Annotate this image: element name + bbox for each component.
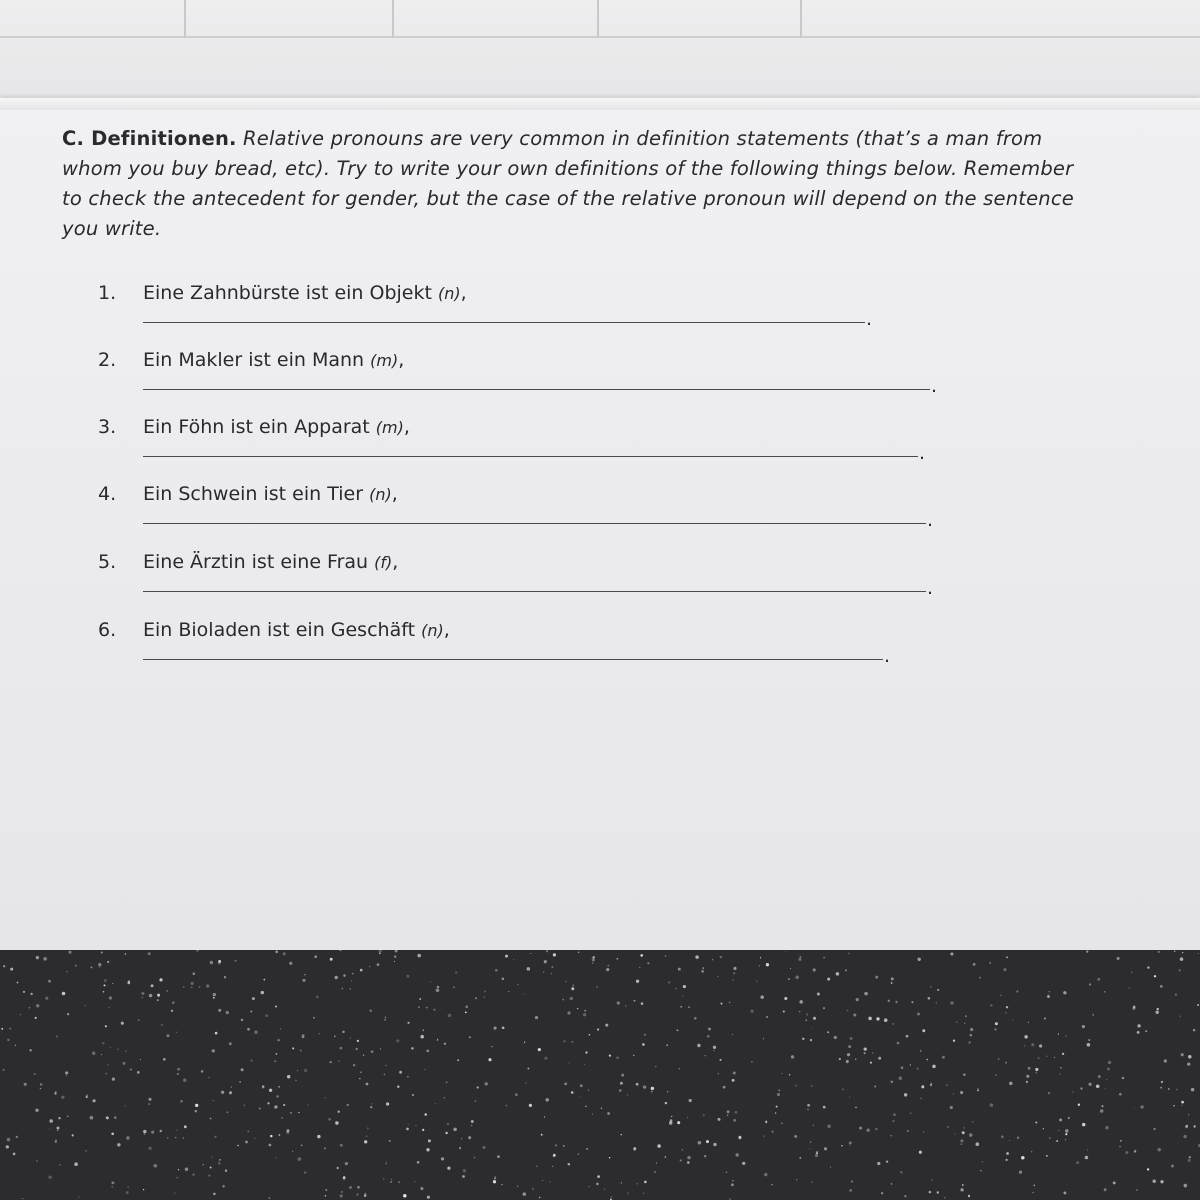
item-number: 6. [98, 619, 117, 641]
gender-marker: (m) [370, 351, 399, 370]
item-comma: , [460, 282, 467, 304]
item-comma: , [391, 483, 398, 505]
gender-marker: (f) [374, 553, 393, 572]
table-divider [392, 0, 394, 38]
countertop-speckles [0, 950, 1200, 1200]
item-prompt [143, 416, 410, 438]
item-prompt [143, 282, 467, 304]
item-prompt-text: Ein Bioladen ist ein Geschäft [143, 619, 416, 641]
item-prompt-text: Ein Schwein ist ein Tier [143, 483, 364, 505]
section-instructions [62, 124, 1092, 244]
table-divider [800, 0, 802, 38]
exercise-item [98, 416, 958, 476]
exercise-item [98, 349, 958, 409]
answer-line[interactable] [143, 523, 926, 524]
item-comma: , [443, 619, 450, 641]
gender-marker: (n) [438, 284, 461, 303]
instruction-text: Relative pronouns are very common in definition statements (that’s a man from whom you buy bread, etc). Try to write your own definitions of the following things below. Remember to check the antecedent for gender, but the case of the relative pronoun will depend on the sentence you write. [62, 127, 1074, 240]
exercise-item [98, 551, 958, 611]
item-number: 5. [98, 551, 117, 573]
answer-line[interactable] [143, 456, 918, 457]
table-rule [0, 36, 1200, 38]
gender-marker: (n) [421, 621, 444, 640]
table-divider [184, 0, 186, 38]
exercise-item [98, 619, 958, 679]
item-prompt [143, 349, 404, 371]
answer-period: . [927, 509, 934, 531]
item-number: 2. [98, 349, 117, 371]
item-prompt [143, 619, 450, 641]
answer-period: . [919, 442, 926, 464]
item-prompt-text: Ein Makler ist ein Mann [143, 349, 365, 371]
gender-marker: (n) [369, 485, 392, 504]
answer-period: . [927, 577, 934, 599]
answer-period: . [931, 375, 938, 397]
item-prompt-text: Ein Föhn ist ein Apparat [143, 416, 370, 438]
item-comma: , [392, 551, 399, 573]
gender-marker: (m) [375, 418, 404, 437]
answer-line[interactable] [143, 659, 883, 660]
item-prompt [143, 483, 398, 505]
item-number: 3. [98, 416, 117, 438]
answer-line[interactable] [143, 591, 926, 592]
item-number: 4. [98, 483, 117, 505]
background-sheet [0, 0, 1200, 100]
countertop-surface [0, 950, 1200, 1200]
item-prompt-text: Eine Zahnbürste ist ein Objekt [143, 282, 432, 304]
worksheet-top-edge [0, 98, 1200, 110]
answer-line[interactable] [143, 389, 930, 390]
item-prompt-text: Eine Ärztin ist eine Frau [143, 551, 369, 573]
item-prompt [143, 551, 398, 573]
answer-line[interactable] [143, 322, 865, 323]
answer-period: . [866, 308, 873, 330]
item-comma: , [398, 349, 405, 371]
item-comma: , [403, 416, 410, 438]
table-divider [597, 0, 599, 38]
section-heading: C. Definitionen. [62, 127, 237, 150]
exercise-item [98, 282, 958, 342]
answer-period: . [884, 645, 891, 667]
exercise-item [98, 483, 958, 543]
item-number: 1. [98, 282, 117, 304]
